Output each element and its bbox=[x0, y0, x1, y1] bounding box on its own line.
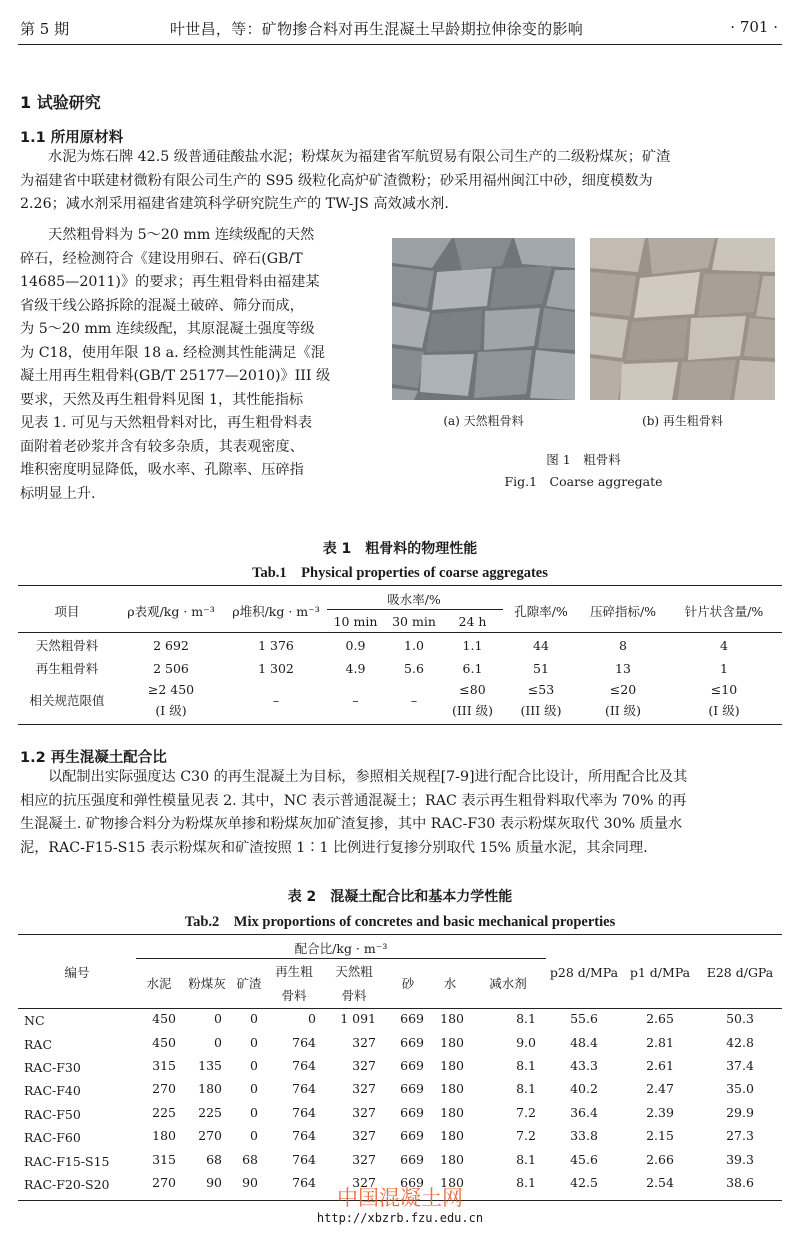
cell-e28: 39.3 bbox=[726, 1151, 754, 1167]
cell-nca: 327 bbox=[352, 1104, 376, 1120]
cell-nca: 327 bbox=[352, 1034, 376, 1050]
mix-paragraph bbox=[20, 766, 782, 860]
cell-slag: 0 bbox=[250, 1057, 258, 1073]
natural-aggregate-photo bbox=[392, 238, 575, 400]
cell-p1: 2.61 bbox=[646, 1057, 674, 1073]
text-line: 生混凝土. 矿物掺合料分为粉煤灰单掺和粉煤灰加矿渣复掺，其中 RAC-F30 表示粉煤灰取代 30% 质量水 bbox=[20, 816, 683, 832]
table-row bbox=[18, 1077, 782, 1100]
cell-id: RAC-F15-S15 bbox=[24, 1153, 110, 1169]
cell-sand: 669 bbox=[400, 1151, 424, 1167]
table-row bbox=[18, 1054, 782, 1077]
subsection-title: 1.1 所用原材料 bbox=[20, 130, 124, 146]
cell-cement: 315 bbox=[152, 1151, 176, 1167]
th-flaky: 针片状含量/% bbox=[684, 603, 764, 619]
text-line: 凝土用再生粗骨料(GB/T 25177—2010)》III 级 bbox=[20, 368, 331, 384]
table-row bbox=[18, 1124, 782, 1147]
table1-bottom-rule bbox=[18, 724, 782, 725]
cell-water: 180 bbox=[440, 1128, 464, 1144]
cell-bulk: 1 376 bbox=[258, 637, 294, 653]
cell-cement: 450 bbox=[152, 1011, 176, 1027]
cell-crushing: 8 bbox=[619, 637, 627, 653]
cell-e28: 42.8 bbox=[726, 1034, 754, 1050]
table-row bbox=[18, 679, 782, 699]
table1-top-rule bbox=[18, 585, 782, 586]
cell-p28: 42.5 bbox=[570, 1174, 598, 1190]
cell-p1: 2.47 bbox=[646, 1081, 674, 1097]
cell-p1: 2.81 bbox=[646, 1034, 674, 1050]
cell-w24-grade: (III 级) bbox=[451, 703, 494, 718]
table2-header-row bbox=[18, 937, 782, 959]
table2-top-rule bbox=[18, 934, 782, 935]
cell-water: 180 bbox=[440, 1174, 464, 1190]
cell-id: NC bbox=[24, 1013, 45, 1029]
cell-name: 天然粗骨料 bbox=[35, 638, 99, 653]
issue-number: 第 5 期 bbox=[20, 20, 70, 38]
cell-name: 再生粗骨料 bbox=[35, 661, 99, 676]
th-water-absorption: 吸水率/% bbox=[387, 592, 441, 607]
page-number: · 701 · bbox=[730, 18, 778, 36]
cell-fly-ash: 0 bbox=[214, 1034, 222, 1050]
th-water: 水 bbox=[443, 976, 457, 991]
cell-cement: 180 bbox=[152, 1128, 176, 1144]
watermark-url[interactable]: http://xbzrb.fzu.edu.cn bbox=[316, 1211, 484, 1225]
cell-p1: 2.65 bbox=[646, 1011, 674, 1027]
rubble-texture bbox=[590, 238, 775, 400]
cell-porosity: 51 bbox=[533, 660, 549, 676]
cell-bulk: 1 302 bbox=[258, 660, 294, 676]
cell-cement: 270 bbox=[152, 1081, 176, 1097]
text-line: 泥，RAC-F15-S15 表示粉煤灰和矿渣按照 1∶1 比例进行复掺分别取代 15% 质量水泥，其余同理. bbox=[20, 839, 648, 856]
table-row bbox=[18, 633, 782, 657]
th-reducer: 减水剂 bbox=[489, 976, 527, 991]
cell-w24: 1.1 bbox=[462, 637, 483, 653]
cell-id: RAC-F30 bbox=[24, 1059, 81, 1075]
cell-sand: 669 bbox=[400, 1104, 424, 1120]
cell-flaky: 4 bbox=[720, 637, 728, 653]
figure-caption-cn: 图 1 粗骨料 bbox=[546, 452, 621, 467]
cell-sand: 669 bbox=[400, 1057, 424, 1073]
th-mix-group: 配合比/kg · m⁻³ bbox=[294, 941, 388, 956]
cell-water: 180 bbox=[440, 1151, 464, 1167]
cell-id: RAC-F20-S20 bbox=[24, 1176, 110, 1192]
th-p28: p28 d/MPa bbox=[549, 964, 619, 980]
cell-e28: 37.4 bbox=[726, 1057, 754, 1073]
cell-sand: 669 bbox=[400, 1174, 424, 1190]
th-id: 编号 bbox=[64, 965, 90, 980]
th-30min: 30 min bbox=[392, 614, 436, 629]
cell-sand: 669 bbox=[400, 1034, 424, 1050]
cell-rca: 764 bbox=[292, 1034, 316, 1050]
cell-porosity: 44 bbox=[533, 637, 549, 653]
table2-body bbox=[18, 1007, 782, 1194]
cell-fly-ash: 90 bbox=[206, 1174, 222, 1190]
th-sand: 砂 bbox=[401, 976, 415, 991]
text-line: 为 C18，使用年限 18 a. 经检测其性能满足《混 bbox=[20, 344, 325, 361]
text-line: 为福建省中联建材微粉有限公司生产的 S95 级粒化高炉矿渣微粉；砂采用福州闽江中砂，细度模数为 bbox=[20, 172, 653, 189]
cell-reducer: 7.2 bbox=[516, 1128, 536, 1144]
text-line: 以配制出实际强度达 C30 的再生混凝土为目标，参照相关规程[7-9]进行配合比设计，所用配合比及其 bbox=[48, 769, 688, 785]
table1-header-row bbox=[18, 588, 782, 610]
cell-water: 180 bbox=[440, 1011, 464, 1027]
cell-p1: 2.39 bbox=[646, 1104, 674, 1120]
cell-nca: 327 bbox=[352, 1057, 376, 1073]
cell-water: 180 bbox=[440, 1034, 464, 1050]
table-row bbox=[18, 1101, 782, 1124]
cell-reducer: 9.0 bbox=[516, 1034, 536, 1050]
cell-p28: 40.2 bbox=[570, 1081, 598, 1097]
text-line: 2.26；减水剂采用福建省建筑科学研究院生产的 TW-JS 高效减水剂. bbox=[20, 196, 449, 212]
cell-fly-ash: 68 bbox=[206, 1151, 222, 1167]
cell-cement: 315 bbox=[152, 1057, 176, 1073]
cell-rca: 764 bbox=[292, 1057, 316, 1073]
cell-nca: 1 091 bbox=[340, 1011, 376, 1027]
text-line: 碎石，经检测符合《建设用卵石、碎石(GB/T bbox=[20, 250, 303, 267]
th-e28: E28 d/GPa bbox=[706, 964, 774, 980]
cell-bulk: – bbox=[272, 692, 280, 708]
th-nca-line1: 天然粗 bbox=[335, 964, 373, 979]
th-porosity: 孔隙率/% bbox=[514, 603, 568, 619]
th-p1: p1 d/MPa bbox=[629, 964, 691, 980]
cell-porosity: ≤53 bbox=[527, 681, 555, 697]
cell-crushing: ≤20 bbox=[609, 681, 637, 697]
cell-rca: 764 bbox=[292, 1151, 316, 1167]
table2-caption-cn: 表 2 混凝土配合比和基本力学性能 bbox=[287, 889, 513, 905]
cell-sand: 669 bbox=[400, 1081, 424, 1097]
text-line: 标明显上升. bbox=[20, 485, 96, 502]
cell-crushing-grade: (II 级) bbox=[604, 703, 642, 718]
text-line: 省级干线公路拆除的混凝土破碎、筛分而成， bbox=[20, 297, 304, 314]
cell-e28: 50.3 bbox=[726, 1011, 754, 1027]
th-crushing: 压碎指标/% bbox=[589, 603, 657, 619]
cell-id: RAC-F40 bbox=[24, 1083, 81, 1099]
aggregate-paragraph bbox=[20, 224, 360, 506]
cell-p28: 33.8 bbox=[570, 1128, 598, 1144]
cell-flaky-grade: (I 级) bbox=[708, 703, 740, 718]
cell-p1: 2.54 bbox=[646, 1174, 674, 1190]
cell-p28: 36.4 bbox=[570, 1104, 598, 1120]
cell-slag: 0 bbox=[250, 1104, 258, 1120]
table1-caption-en: Tab.1 Physical properties of coarse aggregates bbox=[252, 565, 548, 581]
cell-flaky: 1 bbox=[720, 660, 728, 676]
cell-id: RAC-F60 bbox=[24, 1130, 81, 1146]
cell-fly-ash: 0 bbox=[214, 1011, 222, 1027]
text-line: 为 5～20 mm 连续级配，其原混凝土强度等级 bbox=[20, 321, 315, 337]
cell-slag: 0 bbox=[250, 1034, 258, 1050]
cell-p28: 55.6 bbox=[570, 1011, 598, 1027]
cell-reducer: 8.1 bbox=[516, 1151, 536, 1167]
table-row bbox=[18, 657, 782, 679]
cell-nca: 327 bbox=[352, 1128, 376, 1144]
th-rca-line2: 骨料 bbox=[281, 988, 307, 1003]
cell-rca: 764 bbox=[292, 1081, 316, 1097]
running-title: 叶世昌，等：矿物掺合料对再生混凝土早龄期拉伸徐变的影响 bbox=[170, 20, 584, 38]
cell-w24: ≤80 bbox=[459, 681, 486, 697]
figure-subcaption-b: (b) 再生粗骨料 bbox=[642, 414, 723, 428]
cell-name: 相关规范限值 bbox=[29, 693, 105, 708]
text-line: 要求，天然及再生粗骨料见图 1，其性能指标 bbox=[20, 391, 304, 408]
cell-apparent-grade: (I 级) bbox=[155, 703, 187, 718]
text-line: 相应的抗压强度和弹性模量见表 2. 其中，NC 表示普通混凝土；RAC 表示再生粗骨料取代率为 70% 的再 bbox=[20, 792, 687, 809]
text-line: 水泥为炼石牌 42.5 级普通硅酸盐水泥；粉煤灰为福建省军航贸易有限公司生产的二级粉煤灰；矿渣 bbox=[48, 149, 671, 165]
cell-nca: 327 bbox=[352, 1081, 376, 1097]
th-24h: 24 h bbox=[458, 614, 487, 629]
text-line: 面附着老砂浆并含有较多杂质，其表观密度、 bbox=[20, 438, 304, 455]
cell-flaky: ≤10 bbox=[710, 681, 738, 697]
cell-water: 180 bbox=[440, 1081, 464, 1097]
cell-rca: 764 bbox=[292, 1174, 316, 1190]
cell-apparent: ≥2 450 bbox=[147, 681, 195, 697]
cell-cement: 270 bbox=[152, 1174, 176, 1190]
cell-reducer: 8.1 bbox=[516, 1081, 536, 1097]
cell-rca: 764 bbox=[292, 1104, 316, 1120]
cell-fly-ash: 225 bbox=[198, 1104, 222, 1120]
cell-reducer: 8.1 bbox=[516, 1011, 536, 1027]
cell-porosity-grade: (III 级) bbox=[520, 703, 562, 718]
table-row bbox=[18, 1147, 782, 1170]
table2 bbox=[18, 937, 782, 1194]
text-line: 天然粗骨料为 5～20 mm 连续级配的天然 bbox=[48, 227, 315, 243]
table1-caption-cn: 表 1 粗骨料的物理性能 bbox=[322, 541, 478, 557]
th-10min: 10 min bbox=[333, 614, 378, 629]
th-nca-line2: 骨料 bbox=[341, 988, 367, 1003]
cell-sand: 669 bbox=[400, 1128, 424, 1144]
cell-fly-ash: 270 bbox=[198, 1128, 222, 1144]
cell-w10: – bbox=[352, 692, 359, 708]
cell-slag: 0 bbox=[250, 1128, 258, 1144]
cell-e28: 35.0 bbox=[726, 1081, 754, 1097]
th-fly-ash: 粉煤灰 bbox=[188, 976, 226, 991]
cell-water: 180 bbox=[440, 1104, 464, 1120]
section-title: 1 试验研究 bbox=[20, 93, 101, 112]
th-rca-line1: 再生粗 bbox=[275, 964, 313, 979]
th-cement: 水泥 bbox=[146, 976, 172, 991]
cell-rca: 0 bbox=[308, 1011, 316, 1027]
cell-w10: 4.9 bbox=[345, 660, 366, 676]
text-line: 见表 1. 可见与天然粗骨料对比，再生粗骨料表 bbox=[20, 415, 313, 431]
cell-e28: 27.3 bbox=[726, 1128, 754, 1144]
figure-caption-en: Fig.1 Coarse aggregate bbox=[504, 474, 663, 489]
cell-reducer: 7.2 bbox=[516, 1104, 536, 1120]
cell-e28: 29.9 bbox=[726, 1104, 754, 1120]
cell-p28: 48.4 bbox=[570, 1034, 598, 1050]
cell-fly-ash: 180 bbox=[198, 1081, 222, 1097]
cell-apparent: 2 506 bbox=[153, 660, 189, 676]
recycled-aggregate-photo bbox=[590, 238, 775, 400]
cell-apparent: 2 692 bbox=[153, 637, 189, 653]
table2-caption-en: Tab.2 Mix proportions of concretes and basic mechanical properties bbox=[184, 914, 616, 930]
th-item: 项目 bbox=[54, 603, 80, 619]
cell-rca: 764 bbox=[292, 1128, 316, 1144]
th-apparent-density: ρ表观/kg · m⁻³ bbox=[127, 603, 215, 619]
cell-nca: 327 bbox=[352, 1174, 376, 1190]
cell-p28: 45.6 bbox=[570, 1151, 598, 1167]
cell-e28: 38.6 bbox=[726, 1174, 754, 1190]
cell-w24: 6.1 bbox=[462, 660, 483, 676]
text-line: 堆积密度明显降低，吸水率、孔隙率、压碎指 bbox=[20, 462, 304, 478]
table1 bbox=[18, 588, 782, 721]
cell-id: RAC-F50 bbox=[24, 1106, 81, 1122]
cell-p28: 43.3 bbox=[570, 1057, 598, 1073]
text-line: 14685—2011)》的要求；再生粗骨料由福建某 bbox=[20, 274, 320, 290]
cell-w30: – bbox=[410, 692, 418, 708]
cell-slag: 0 bbox=[250, 1011, 258, 1027]
watermark-site-name: 中国混凝土网 bbox=[337, 1186, 463, 1210]
cell-w10: 0.9 bbox=[345, 637, 366, 653]
cell-reducer: 8.1 bbox=[516, 1057, 536, 1073]
cell-fly-ash: 135 bbox=[198, 1057, 222, 1073]
figure-subcaption-a: (a) 天然粗骨料 bbox=[443, 414, 524, 428]
cell-reducer: 8.1 bbox=[516, 1174, 536, 1190]
cell-water: 180 bbox=[440, 1057, 464, 1073]
cell-crushing: 13 bbox=[615, 660, 631, 676]
th-slag: 矿渣 bbox=[236, 976, 262, 991]
th-bulk-density: ρ堆积/kg · m⁻³ bbox=[232, 603, 320, 619]
cell-slag: 0 bbox=[250, 1081, 258, 1097]
table-row bbox=[18, 1007, 782, 1030]
cell-slag: 68 bbox=[242, 1151, 258, 1167]
cell-id: RAC bbox=[24, 1036, 53, 1052]
cell-p1: 2.66 bbox=[646, 1151, 674, 1167]
cell-w30: 5.6 bbox=[404, 660, 424, 676]
cell-sand: 669 bbox=[400, 1011, 424, 1027]
table-row bbox=[18, 1030, 782, 1053]
header-rule bbox=[18, 44, 782, 45]
cell-nca: 327 bbox=[352, 1151, 376, 1167]
cell-p1: 2.15 bbox=[646, 1128, 674, 1144]
subsection-title: 1.2 再生混凝土配合比 bbox=[20, 750, 167, 766]
materials-paragraph bbox=[20, 146, 782, 217]
cell-slag: 90 bbox=[242, 1174, 258, 1190]
cell-cement: 225 bbox=[152, 1104, 176, 1120]
cell-w30: 1.0 bbox=[404, 637, 424, 653]
gravel-texture bbox=[392, 238, 575, 400]
cell-cement: 450 bbox=[152, 1034, 176, 1050]
